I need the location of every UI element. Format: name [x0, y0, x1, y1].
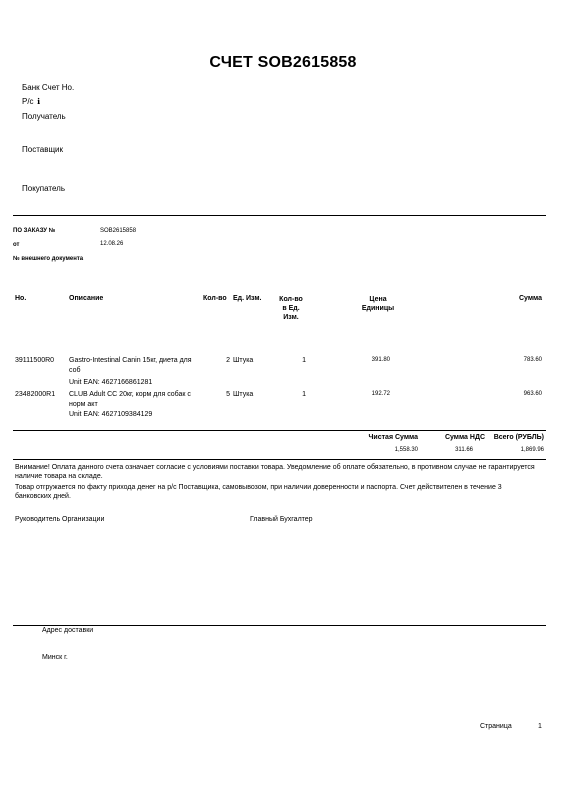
row1-qty: 2 [226, 357, 230, 364]
row2-qty-per-unit: 1 [302, 391, 306, 398]
col-header-unit: Ед. Изм. [233, 295, 262, 302]
row1-ean: Unit EAN: 4627166861281 [69, 379, 153, 386]
row2-item-no: 23482000R1 [15, 391, 56, 398]
supplier-label: Поставщик [22, 145, 64, 154]
grand-total-label: Всего (РУБЛЬ) [493, 434, 544, 441]
row2-price: 192.72 [371, 391, 390, 397]
accountant-signature-label: Главный Бухгалтер [250, 516, 313, 523]
divider-table [13, 430, 546, 431]
order-date-value: 12.08.26 [100, 241, 124, 247]
page-number: 1 [538, 723, 542, 730]
row1-qty-per-unit: 1 [302, 357, 306, 364]
col-header-price [350, 295, 406, 313]
director-signature-label: Руководитель Организации [15, 516, 105, 523]
bank-account-label: Банк Счет Но. [22, 83, 75, 92]
external-document-label: № внешнего документа [13, 256, 84, 262]
col-header-qty-per-unit-line3: Изм. [283, 314, 299, 321]
buyer-label: Покупатель [22, 184, 65, 193]
row2-qty: 5 [226, 391, 230, 398]
col-header-description: Описание [69, 295, 104, 302]
row1-description: Gastro-Intestinal Canin 15кг, диета для соб [69, 357, 192, 374]
col-header-qty-per-unit-line2: в Ед. [282, 305, 300, 312]
row2-ean: Unit EAN: 4627109384129 [69, 411, 153, 418]
col-header-price-line2: Единицы [361, 305, 395, 312]
delivery-city: Минск г. [42, 654, 68, 661]
col-header-price-line1: Цена [369, 296, 387, 303]
col-header-qty-per-unit [272, 295, 310, 322]
col-header-qty-per-unit-line1: Кол-во [279, 296, 303, 303]
row1-sum: 783.60 [523, 357, 542, 363]
net-total-value: 1,558.30 [394, 447, 418, 453]
col-header-no: Но. [15, 295, 27, 302]
row2-unit: Штука [233, 391, 254, 398]
vat-total-value: 311.66 [455, 447, 473, 453]
row1-price: 391.80 [371, 357, 390, 363]
order-number-label: ПО ЗАКАЗУ № [13, 228, 56, 234]
page-label: Страница [480, 723, 512, 730]
row2-sum: 963.60 [523, 391, 542, 397]
col-header-qty: Кол-во [203, 295, 227, 302]
grand-total-value: 1,869.96 [520, 447, 544, 453]
divider-header [13, 215, 546, 216]
order-number-value: SOB2615858 [100, 228, 137, 234]
info-icon: ℹ [37, 97, 41, 106]
shipping-terms-text: Товар отгружается по факту прихода денег на р/с Поставщика, самовывозом, при наличии доверенности и паспорта. Счет действителен в течение 3 банковских дней. [15, 484, 502, 500]
document-title: СЧЕТ SOB2615858 [209, 54, 357, 71]
divider-footer [13, 625, 546, 626]
order-date-label: от [13, 242, 20, 248]
vat-total-label: Сумма НДС [444, 434, 485, 441]
account-label: Р/с [22, 97, 34, 106]
recipient-label: Получатель [22, 112, 66, 121]
divider-totals [13, 459, 546, 460]
col-header-sum: Сумма [518, 295, 542, 302]
row1-item-no: 39111500R0 [15, 357, 55, 364]
delivery-address-label: Адрес доставки [42, 627, 94, 634]
row1-unit: Штука [233, 357, 254, 364]
row2-description: CLUB Adult CC 20кг, корм для собак с норм акт [69, 391, 191, 408]
payment-warning-text: Внимание! Оплата данного счета означает согласие с условиями поставки товара. Уведомление об оплате обязательно, в противном случае не гарантируется наличие товара на складе. [15, 464, 535, 480]
net-total-label: Чистая Сумма [368, 434, 418, 441]
